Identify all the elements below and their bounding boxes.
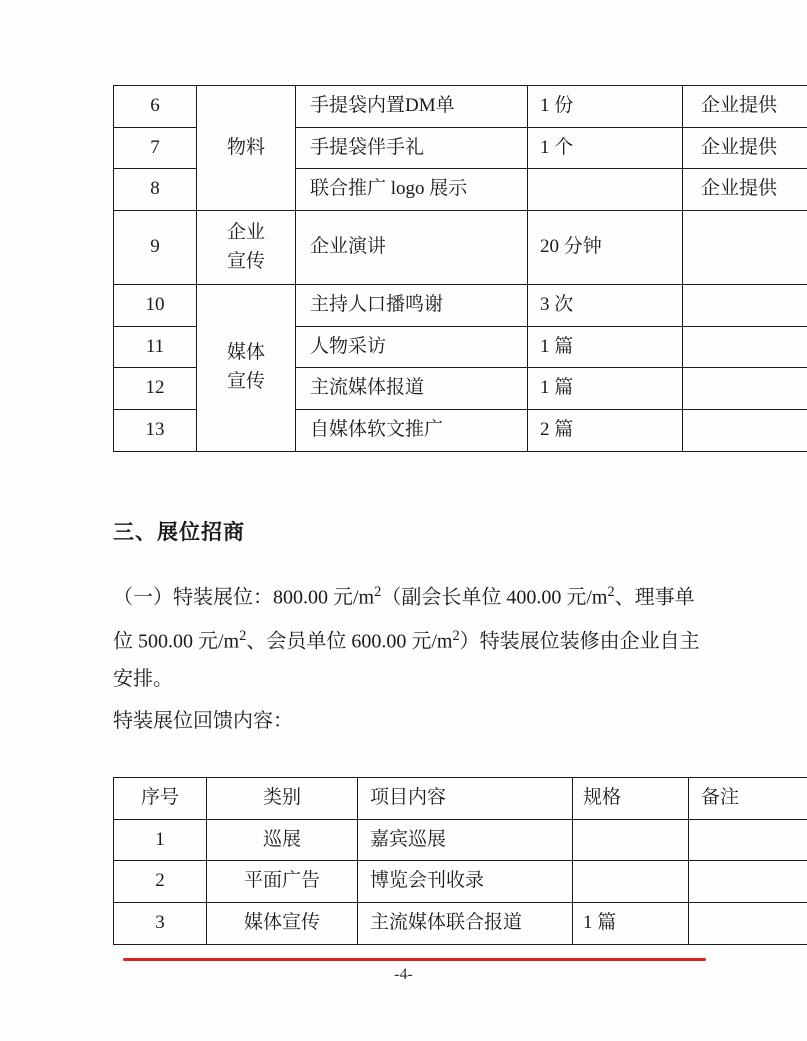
red-highlight-line bbox=[123, 958, 706, 961]
row-number: 12 bbox=[114, 368, 197, 410]
row-note bbox=[689, 903, 807, 945]
pricing-text-line2-part2: 、会员单位 600.00 元/m bbox=[246, 630, 453, 653]
item-content: 自媒体软文推广 bbox=[296, 410, 528, 452]
item-content: 人物采访 bbox=[296, 326, 528, 368]
superscript-2: 2 bbox=[607, 584, 615, 600]
row-number: 7 bbox=[114, 127, 197, 169]
category-label-line1: 媒体 bbox=[226, 342, 265, 364]
pricing-text-line2-part3: ）特装展位装 bbox=[459, 630, 580, 653]
table-row bbox=[114, 819, 807, 861]
row-item: 主流媒体联合报道 bbox=[358, 903, 573, 945]
pricing-text-part1: （一）特装展位：800.00 元/m bbox=[113, 586, 375, 609]
pricing-text-line3: 修由企业自主安排。 bbox=[113, 630, 700, 691]
row-number: 2 bbox=[114, 861, 207, 903]
item-content: 手提袋伴手礼 bbox=[296, 127, 528, 169]
row-spec bbox=[573, 819, 689, 861]
section-heading: 三、展位招商 bbox=[113, 520, 245, 544]
row-note bbox=[689, 861, 807, 903]
row-number: 10 bbox=[114, 285, 197, 327]
item-spec: 1 份 bbox=[528, 86, 683, 128]
item-spec: 20 分钟 bbox=[528, 211, 683, 285]
item-note bbox=[683, 368, 807, 410]
category-cell-enterprise bbox=[197, 211, 296, 285]
item-content: 手提袋内置DM单 bbox=[296, 86, 528, 128]
category-label-line2: 宣传 bbox=[226, 250, 265, 272]
header-spec: 规格 bbox=[573, 778, 689, 820]
table-row bbox=[114, 861, 807, 903]
table-row bbox=[114, 86, 807, 128]
category-cell-media bbox=[197, 285, 296, 452]
item-spec: 1 篇 bbox=[528, 368, 683, 410]
header-note: 备注 bbox=[689, 778, 807, 820]
item-note: 企业提供 bbox=[683, 127, 807, 169]
item-note bbox=[683, 211, 807, 285]
paragraph-booth-pricing bbox=[113, 573, 713, 698]
item-spec: 1 篇 bbox=[528, 326, 683, 368]
item-spec bbox=[528, 169, 683, 211]
table-row bbox=[114, 285, 807, 327]
item-spec: 3 次 bbox=[528, 285, 683, 327]
row-spec bbox=[573, 861, 689, 903]
row-category: 巡展 bbox=[207, 819, 358, 861]
paragraph-feedback-intro: 特装展位回馈内容： bbox=[113, 710, 293, 732]
item-content: 主持人口播鸣谢 bbox=[296, 285, 528, 327]
item-spec: 2 篇 bbox=[528, 410, 683, 452]
row-category: 平面广告 bbox=[207, 861, 358, 903]
row-category: 媒体宣传 bbox=[207, 903, 358, 945]
header-category: 类别 bbox=[207, 778, 358, 820]
row-number: 3 bbox=[114, 903, 207, 945]
row-number: 6 bbox=[114, 86, 197, 128]
category-cell-material: 物料 bbox=[197, 86, 296, 211]
table-row bbox=[114, 903, 807, 945]
row-spec: 1 篇 bbox=[573, 903, 689, 945]
table-header-row bbox=[114, 778, 807, 820]
item-note bbox=[683, 326, 807, 368]
category-label-line2: 宣传 bbox=[226, 370, 265, 392]
row-item: 嘉宾巡展 bbox=[358, 819, 573, 861]
superscript-1: 2 bbox=[374, 584, 382, 600]
item-content: 主流媒体报道 bbox=[296, 368, 528, 410]
pricing-text-line2-part1: 理事单位 500.00 元/m bbox=[113, 586, 695, 653]
row-number: 1 bbox=[114, 819, 207, 861]
item-spec: 1 个 bbox=[528, 127, 683, 169]
row-number: 13 bbox=[114, 410, 197, 452]
header-no: 序号 bbox=[114, 778, 207, 820]
row-note bbox=[689, 819, 807, 861]
item-note bbox=[683, 410, 807, 452]
item-content: 企业演讲 bbox=[296, 211, 528, 285]
category-label-line1: 企业 bbox=[226, 222, 265, 244]
superscript-3: 2 bbox=[239, 627, 247, 644]
row-number: 11 bbox=[114, 326, 197, 368]
item-note: 企业提供 bbox=[683, 169, 807, 211]
table-row bbox=[114, 211, 807, 285]
row-number: 9 bbox=[114, 211, 197, 285]
pricing-text-part3: 、 bbox=[614, 586, 635, 609]
row-item: 博览会刊收录 bbox=[358, 861, 573, 903]
page-number: -4- bbox=[394, 966, 413, 983]
pricing-text-part2: （副会长单位 400.00 元/m bbox=[381, 586, 608, 609]
item-note bbox=[683, 285, 807, 327]
premium-booth-benefits-table bbox=[113, 777, 807, 945]
sponsorship-benefits-table bbox=[113, 85, 807, 452]
header-item: 项目内容 bbox=[358, 778, 573, 820]
item-note: 企业提供 bbox=[683, 86, 807, 128]
item-content: 联合推广 logo 展示 bbox=[296, 169, 528, 211]
row-number: 8 bbox=[114, 169, 197, 211]
superscript-4: 2 bbox=[452, 627, 460, 644]
